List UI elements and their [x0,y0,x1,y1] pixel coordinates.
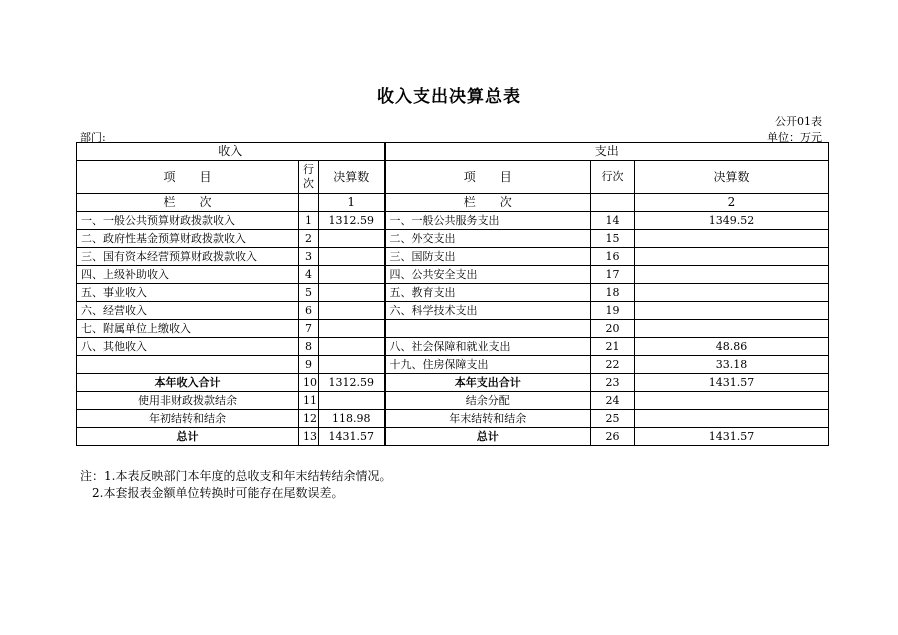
expense-item: 十九、住房保障支出 [385,356,591,374]
table-row [77,284,829,302]
empty-cell [299,194,319,212]
expense-line-no: 14 [591,212,635,230]
expense-header: 支出 [385,143,829,161]
income-amount [319,356,385,374]
table-header-row [77,161,829,194]
expense-amount [635,248,829,266]
expense-line-no: 21 [591,338,635,356]
expense-amount [635,284,829,302]
income-column-number: 1 [319,194,385,212]
unit-label: 单位：万元 [767,131,822,144]
income-line-no: 7 [299,320,319,338]
income-item: 八、其他收入 [77,338,299,356]
expense-amount-header: 决算数 [635,161,829,194]
income-item: 三、国有资本经营预算财政拨款收入 [77,248,299,266]
income-line-header: 行次 [299,161,319,194]
income-amount [319,392,385,410]
table-row [77,302,829,320]
expense-item: 八、社会保障和就业支出 [385,338,591,356]
income-item: 二、政府性基金预算财政拨款收入 [77,230,299,248]
income-item: 四、上级补助收入 [77,266,299,284]
income-item [77,356,299,374]
expense-amount [635,302,829,320]
expense-line-no: 22 [591,356,635,374]
table-header-row [77,143,829,161]
expense-amount [635,410,829,428]
income-amount: 118.98 [319,410,385,428]
income-amount [319,302,385,320]
table-row [77,248,829,266]
income-line-no: 3 [299,248,319,266]
income-amount: 1431.57 [319,428,385,446]
income-line-no: 12 [299,410,319,428]
income-expense-table [76,142,829,446]
expense-amount [635,392,829,410]
expense-line-no: 15 [591,230,635,248]
expense-item: 六、科学技术支出 [385,302,591,320]
income-line-no: 13 [299,428,319,446]
income-line-no: 2 [299,230,319,248]
expense-item: 四、公共安全支出 [385,266,591,284]
expense-item: 本年支出合计 [385,374,591,392]
income-item: 五、事业收入 [77,284,299,302]
expense-amount: 1431.57 [635,374,829,392]
income-amount: 1312.59 [319,212,385,230]
income-item: 一、一般公共预算财政拨款收入 [77,212,299,230]
income-amount [319,266,385,284]
expense-line-no: 19 [591,302,635,320]
income-line-no: 1 [299,212,319,230]
expense-amount: 33.18 [635,356,829,374]
expense-line-no: 25 [591,410,635,428]
expense-line-no: 18 [591,284,635,302]
table-row [77,320,829,338]
income-amount-header: 决算数 [319,161,385,194]
expense-line-no: 26 [591,428,635,446]
summary-row [77,392,829,410]
income-line-no: 11 [299,392,319,410]
income-amount [319,320,385,338]
expense-item: 三、国防支出 [385,248,591,266]
note-line: 注：1.本表反映部门本年度的总收支和年末结转结余情况。 [80,469,392,483]
expense-line-no: 16 [591,248,635,266]
expense-column-order-label: 栏 次 [385,194,591,212]
income-amount [319,338,385,356]
expense-amount: 48.86 [635,338,829,356]
income-line-no: 4 [299,266,319,284]
income-amount [319,284,385,302]
expense-amount: 1349.52 [635,212,829,230]
income-amount: 1312.59 [319,374,385,392]
table-row [77,338,829,356]
income-line-no: 6 [299,302,319,320]
expense-item [385,320,591,338]
summary-row [77,410,829,428]
income-line-no: 5 [299,284,319,302]
expense-line-no: 23 [591,374,635,392]
table-row [77,356,829,374]
income-item-header: 项 目 [77,161,299,194]
expense-item: 二、外交支出 [385,230,591,248]
expense-item-header: 项 目 [385,161,591,194]
income-column-order-label: 栏 次 [77,194,299,212]
expense-line-no: 20 [591,320,635,338]
expense-line-no: 17 [591,266,635,284]
expense-item: 结余分配 [385,392,591,410]
notes [80,468,391,502]
expense-column-number: 2 [635,194,829,212]
form-code: 公开01表 [775,115,822,128]
department-label: 部门: [80,131,106,144]
expense-amount [635,266,829,284]
expense-line-header: 行次 [591,161,635,194]
expense-item: 五、教育支出 [385,284,591,302]
income-item: 使用非财政拨款结余 [77,392,299,410]
note-line: 2.本套报表金额单位转换时可能存在尾数误差。 [80,486,344,500]
expense-amount [635,320,829,338]
page-title: 收入支出决算总表 [377,87,521,107]
summary-row [77,374,829,392]
expense-line-no: 24 [591,392,635,410]
column-order-row [77,194,829,212]
income-amount [319,230,385,248]
income-item: 六、经营收入 [77,302,299,320]
empty-cell [591,194,635,212]
income-line-no: 8 [299,338,319,356]
income-item: 年初结转和结余 [77,410,299,428]
expense-item: 总计 [385,428,591,446]
table-row [77,266,829,284]
income-item: 本年收入合计 [77,374,299,392]
table-row [77,212,829,230]
expense-amount: 1431.57 [635,428,829,446]
table-row [77,230,829,248]
expense-item: 一、一般公共服务支出 [385,212,591,230]
income-line-no: 10 [299,374,319,392]
income-line-no: 9 [299,356,319,374]
expense-item: 年末结转和结余 [385,410,591,428]
expense-amount [635,230,829,248]
income-header: 收入 [77,143,385,161]
income-amount [319,248,385,266]
summary-row [77,428,829,446]
income-item: 七、附属单位上缴收入 [77,320,299,338]
income-item: 总计 [77,428,299,446]
